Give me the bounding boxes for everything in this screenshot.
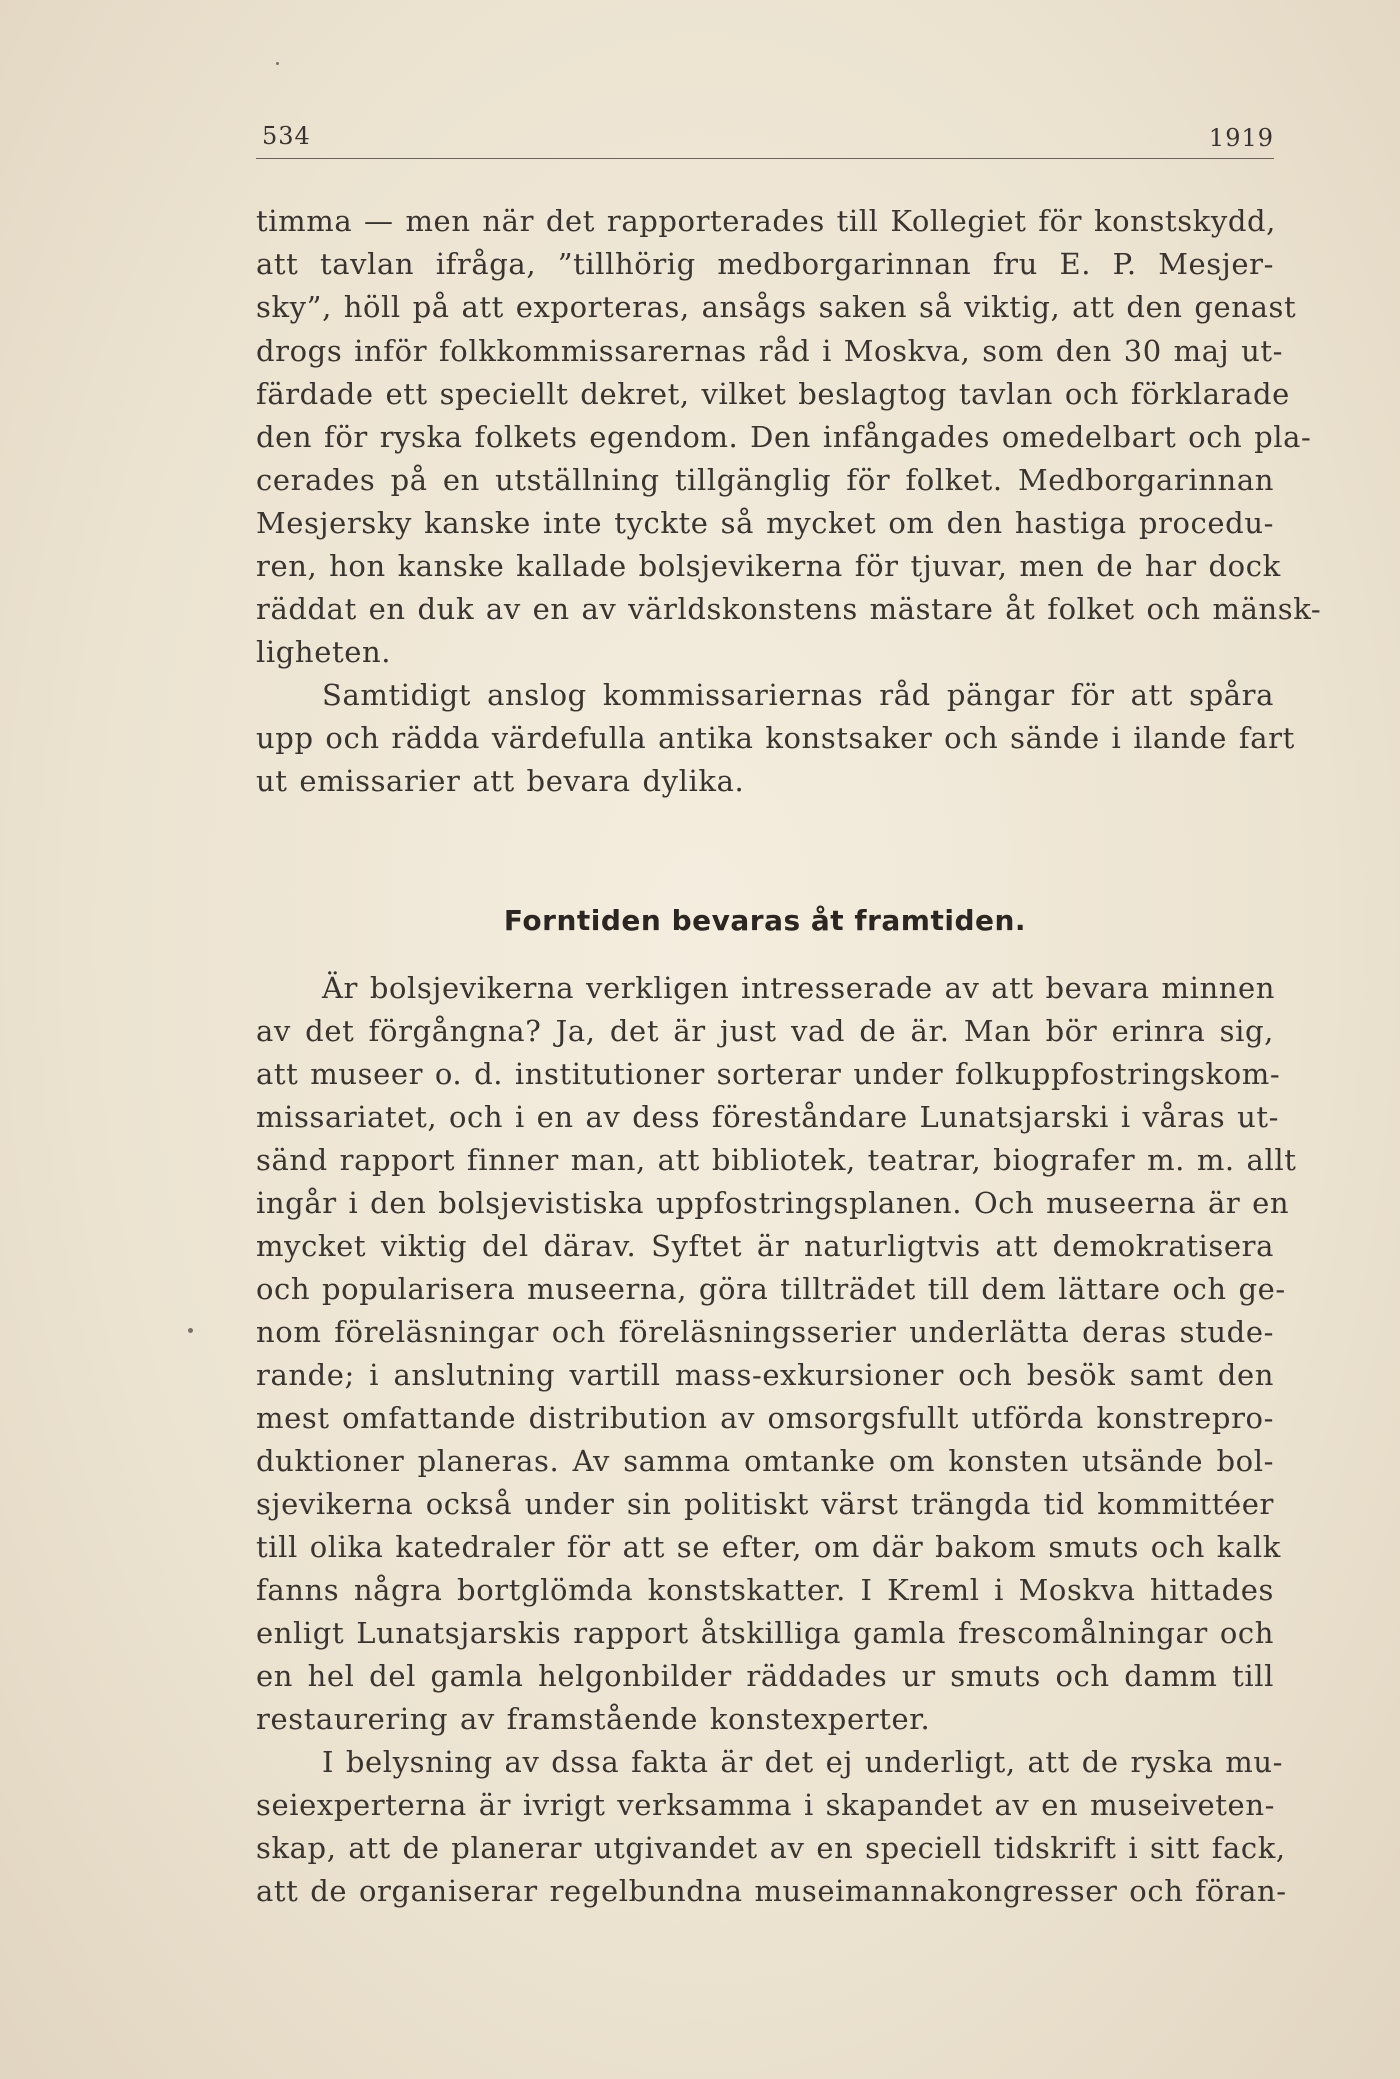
text-line: sky”, höll på att exporteras, ansågs saken så viktig, att den genast <box>256 290 1297 324</box>
running-head <box>256 118 1274 159</box>
text-line: Samtidigt anslog kommissariernas råd pängar för att spåra <box>322 678 1274 712</box>
text-line: Mesjersky kanske inte tyckte så mycket om den hastiga procedu- <box>256 506 1274 540</box>
text-line: sjevikerna också under sin politiskt värst trängda tid kommittéer <box>256 1487 1274 1521</box>
text-line: I belysning av dssa fakta är det ej underligt, att de ryska mu- <box>322 1745 1284 1779</box>
text-line: cerades på en utställning tillgänglig för folket. Medborgarinnan <box>256 463 1274 497</box>
text-line: av det förgångna? Ja, det är just vad de är. Man bör erinra sig, <box>256 1014 1274 1048</box>
text-line: att de organiserar regelbundna museimannakongresser och föran- <box>256 1874 1287 1908</box>
text-line: ligheten. <box>256 635 392 669</box>
paper-speck <box>276 62 279 65</box>
text-line: sänd rapport finner man, att bibliotek, teatrar, biografer m. m. allt <box>256 1143 1297 1177</box>
text-line: att tavlan ifråga, ”tillhörig medborgarinnan fru E. P. Mesjer- <box>256 247 1274 281</box>
text-line: den för ryska folkets egendom. Den infångades omedelbart och pla- <box>256 420 1312 454</box>
text-line: ingår i den bolsjevistiska uppfostringsplanen. Och museerna är en <box>256 1186 1290 1220</box>
text-line: räddat en duk av en av världskonstens mästare åt folket och mänsk- <box>256 592 1322 626</box>
text-line: färdade ett speciellt dekret, vilket beslagtog tavlan och förklarade <box>256 377 1290 411</box>
text-line: rande; i anslutning vartill mass-exkursioner och besök samt den <box>256 1358 1274 1392</box>
text-line: till olika katedraler för att se efter, om där bakom smuts och kalk <box>256 1530 1281 1564</box>
text-line: ut emissarier att bevara dylika. <box>256 764 745 798</box>
text-line: restaurering av framstående konstexperter. <box>256 1702 931 1736</box>
text-line: timma — men när det rapporterades till Kollegiet för konstskydd, <box>256 204 1276 238</box>
text-line: att museer o. d. institutioner sorterar under folkuppfostringskom- <box>256 1057 1281 1091</box>
text-line: en hel del gamla helgonbilder räddades ur smuts och damm till <box>256 1659 1274 1693</box>
page-number: 534 <box>262 122 311 150</box>
text-line: mest omfattande distribution av omsorgsfullt utförda konstrepro- <box>256 1401 1274 1435</box>
text-line: nom föreläsningar och föreläsningsserier underlätta deras stude- <box>256 1315 1274 1349</box>
text-line: drogs inför folkkommissarernas råd i Moskva, som den 30 maj ut- <box>256 334 1284 368</box>
text-line: mycket viktig del därav. Syftet är naturligtvis att demokratisera <box>256 1229 1274 1263</box>
paper-speck <box>188 1328 193 1333</box>
text-line: upp och rädda värdefulla antika konstsaker och sände i ilande fart <box>256 721 1295 755</box>
running-head-year: 1919 <box>1208 124 1274 152</box>
text-line: missariatet, och i en av dess föreståndare Lunatsjarski i våras ut- <box>256 1100 1280 1134</box>
text-line: duktioner planeras. Av samma omtanke om konsten utsände bol- <box>256 1444 1274 1478</box>
text-line: skap, att de planerar utgivandet av en speciell tidskrift i sitt fack, <box>256 1831 1286 1865</box>
text-line: seiexperterna är ivrigt verksamma i skapandet av en museiveten- <box>256 1788 1275 1822</box>
text-line: enligt Lunatsjarskis rapport åtskilliga gamla frescomålningar och <box>256 1616 1274 1650</box>
text-line: fanns några bortglömda konstskatter. I Kreml i Moskva hittades <box>256 1573 1274 1607</box>
text-line: Är bolsjevikerna verkligen intresserade av att bevara minnen <box>322 971 1276 1005</box>
section-heading: Forntiden bevaras åt framtiden. <box>503 904 1027 937</box>
text-line: och popularisera museerna, göra tillträdet till dem lättare och ge- <box>256 1272 1286 1306</box>
text-line: ren, hon kanske kallade bolsjevikerna för tjuvar, men de har dock <box>256 549 1281 583</box>
